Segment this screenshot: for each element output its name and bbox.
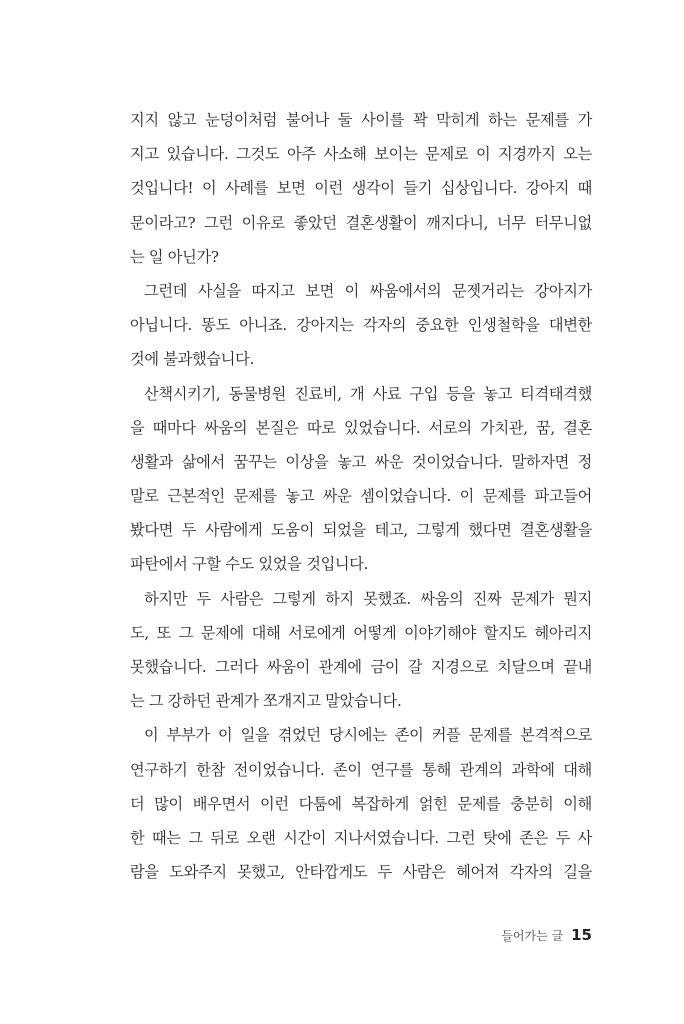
running-section-title: 들어가는 글	[501, 929, 564, 943]
text-line: 이 부부가 이 일을 겪었던 당시에는 존이 커플 문제를 본격적으로	[144, 726, 592, 745]
text-line: 람을 도와주지 못했고, 안타깝게도 두 사람은 헤어져 각자의 길을	[130, 863, 592, 882]
text-line: 는 일 아닌가?	[130, 247, 219, 266]
text-line: 산책시키기, 동물병원 진료비, 개 사료 구입 등을 놓고 티격태격했	[144, 384, 592, 403]
text-line: 문이라고? 그런 이유로 좋았던 결혼생활이 깨지다니, 너무 터무니없	[130, 213, 592, 232]
text-line: 지지 않고 눈덩이처럼 불어나 둘 사이를 꽉 막히게 하는 문제를 가	[130, 111, 592, 129]
text-line: 지고 있습니다. 그것도 아주 사소해 보이는 문제로 이 지경까지 오는	[130, 145, 592, 164]
body-text	[130, 103, 592, 889]
text-line: 생활과 삶에서 꿈꾸는 이상을 놓고 싸운 것이었습니다. 말하자면 정	[130, 452, 592, 471]
text-line: 것에 불과했습니다.	[130, 350, 255, 369]
text-line: 못했습니다. 그러다 싸움이 관계에 금이 갈 지경으로 치달으며 끝내	[130, 658, 592, 676]
text-line: 그런데 사실을 따지고 보면 이 싸움에서의 문젯거리는 강아지가	[144, 281, 592, 300]
text-line: 더 많이 배우면서 이런 다툼에 복잡하게 얽힌 문제를 충분히 이해	[130, 794, 592, 813]
text-line: 말로 근본적인 문제를 놓고 싸운 셈이었습니다. 이 문제를 파고들어	[130, 487, 592, 506]
text-line: 하지만 두 사람은 그렇게 하지 못했죠. 싸움의 진짜 문제가 뭔지	[144, 589, 592, 608]
text-line: 봤다면 두 사람에게 도움이 되었을 테고, 그렇게 했다면 결혼생활을	[130, 521, 592, 540]
text-line: 파탄에서 구할 수도 있었을 것입니다.	[130, 555, 369, 574]
text-line: 것입니다! 이 사례를 보면 이런 생각이 들기 십상입니다. 강아지 때	[130, 179, 592, 198]
text-line: 한 때는 그 뒤로 오랜 시간이 지나서였습니다. 그런 탓에 존은 두 사	[130, 828, 592, 847]
page-footer	[501, 926, 592, 944]
text-line: 연구하기 한참 전이었습니다. 존이 연구를 통해 관계의 과학에 대해	[130, 760, 592, 779]
text-line: 도, 또 그 문제에 대해 서로에게 어떻게 이야기해야 할지도 헤아리지	[130, 623, 592, 642]
text-line: 는 그 강하던 관계가 쪼개지고 말았습니다.	[130, 692, 402, 711]
text-line: 아닙니다. 똥도 아니죠. 강아지는 각자의 중요한 인생철학을 대변한	[130, 316, 592, 335]
text-line: 을 때마다 싸움의 본질은 따로 있었습니다. 서로의 가치관, 꿈, 결혼	[130, 418, 592, 437]
page-number: 15	[571, 926, 592, 944]
